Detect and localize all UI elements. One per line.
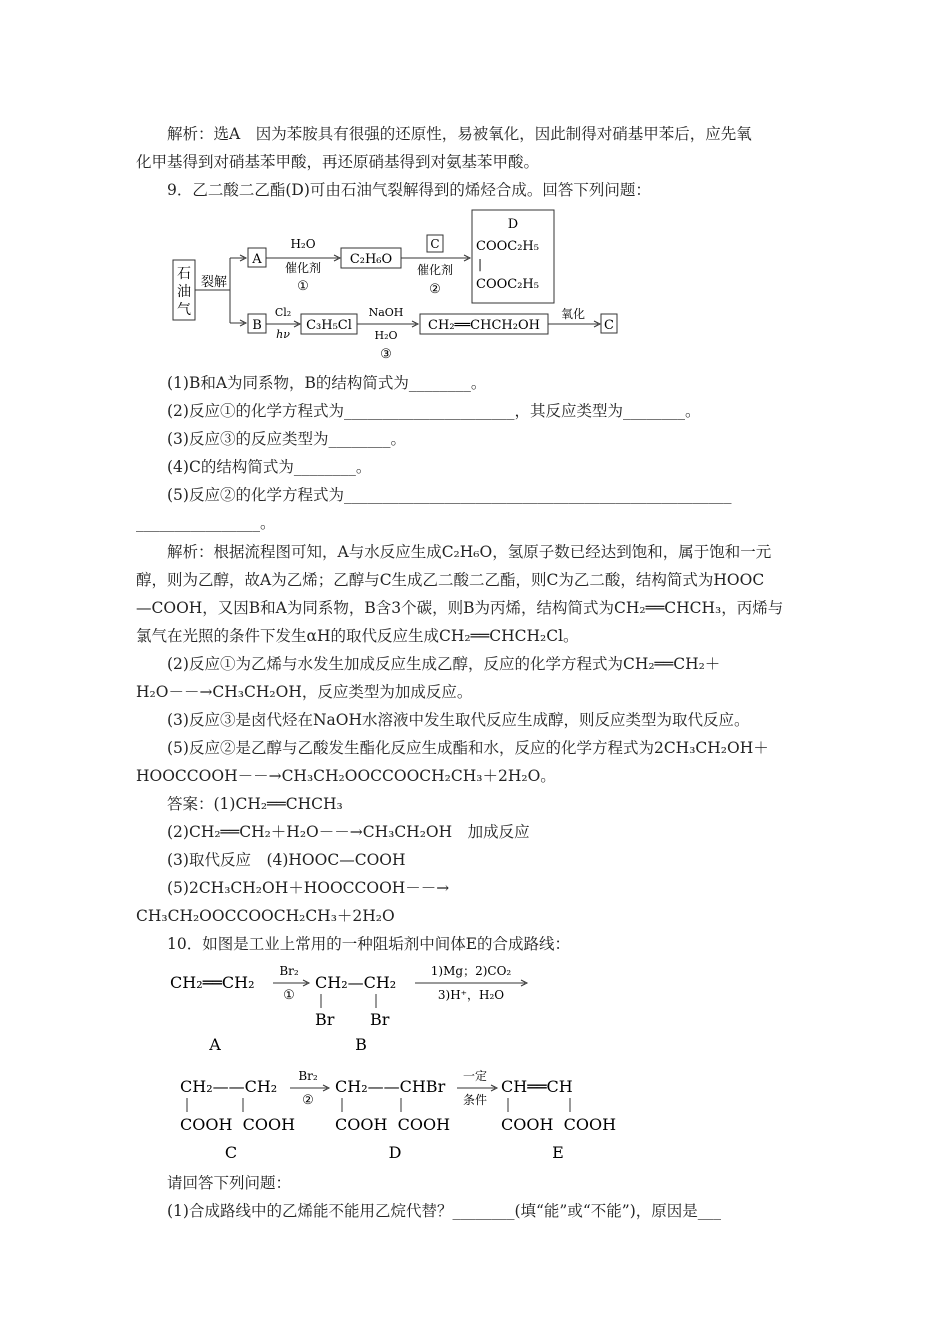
synthesis-flowchart-1 xyxy=(170,208,630,368)
q9-part-5-cont: ________________。 xyxy=(136,514,276,532)
node-d-bottom: COOC₂H₅ xyxy=(476,277,539,292)
node-d-bond: | xyxy=(478,257,483,271)
compound-b-br2: Br xyxy=(370,1010,390,1029)
answer-line-5: CH₃CH₂OOCCOOCH₂CH₃＋2H₂O xyxy=(136,907,395,925)
start-char-1: 石 xyxy=(177,266,191,282)
q9-part-4: (4)C的结构简式为________。 xyxy=(167,458,372,476)
analysis9-line-9: HOOCCOOH－－→CH₃CH₂OOCCOOCH₂CH₃＋2H₂O。 xyxy=(136,767,556,785)
step-2-marker: ② xyxy=(429,282,441,297)
reagent-cl2: Cl₂ xyxy=(274,306,292,319)
synthesis-route-10 xyxy=(165,958,645,1168)
reagent-hv: hν xyxy=(276,328,290,341)
ask-title: 请回答下列问题： xyxy=(167,1174,292,1192)
q9-part-5: (5)反应②的化学方程式为__________________________________________________ xyxy=(167,486,732,504)
step-2-marker-b: ② xyxy=(302,1093,314,1108)
analysis9-line-3: —COOH，又因B和A为同系物，B含3个碳，则B为丙烯，结构简式为CH₂══CHCH₃，丙烯与 xyxy=(136,599,784,617)
analysis9-line-5: (2)反应①为乙烯与水发生加成反应生成乙醇，反应的化学方程式为CH₂══CH₂＋ xyxy=(167,655,721,673)
condition-certain-bottom: 条件 xyxy=(462,1093,488,1107)
node-d-label: D xyxy=(507,217,519,232)
start-char-3: 气 xyxy=(177,302,191,318)
reagent-naoh: NaOH xyxy=(368,306,404,319)
compound-d-top: CH₂——CHBr xyxy=(335,1077,446,1096)
analysis9-line-8: (5)反应②是乙醇与乙酸发生酯化反应生成酯和水，反应的化学方程式为2CH₃CH₂OH＋ xyxy=(167,739,769,757)
answer-line-3: (3)取代反应 (4)HOOC—COOH xyxy=(167,851,406,869)
conditions-top: 1)Mg；2)CO₂ xyxy=(430,964,512,978)
label-d: D xyxy=(388,1143,402,1162)
compound-b-top: CH₂—CH₂ xyxy=(315,973,397,992)
question-9-title: 9．乙二酸二乙酯(D)可由石油气裂解得到的烯烃合成。回答下列问题： xyxy=(167,181,651,199)
compound-a: CH₂══CH₂ xyxy=(170,973,255,992)
compound-c-top: CH₂——CH₂ xyxy=(180,1077,278,1096)
analysis-line-1: 解析：选A 因为苯胺具有很强的还原性，易被氧化，因此制得对硝基甲苯后，应先氧 xyxy=(167,125,752,143)
label-c: C xyxy=(224,1143,238,1162)
compound-b-br1: Br xyxy=(315,1010,335,1029)
question-10-title: 10．如图是工业上常用的一种阻垢剂中间体E的合成路线： xyxy=(167,935,571,953)
node-d-top: COOC₂H₅ xyxy=(476,239,539,254)
conditions-bottom: 3)H⁺，H₂O xyxy=(437,988,505,1002)
q9-part-3: (3)反应③的反应类型为________。 xyxy=(167,430,406,448)
node-a: A xyxy=(252,252,262,267)
reagent-br2-1: Br₂ xyxy=(279,964,299,978)
step-1-marker-b: ① xyxy=(283,988,295,1003)
answer-line-4: (5)2CH₃CH₂OH＋HOOCCOOH－－→ xyxy=(167,879,450,897)
label-b: B xyxy=(355,1035,367,1054)
ask-part-1: (1)合成路线中的乙烯能不能用乙烷代替？________(填“能”或“不能”)，原因是___ xyxy=(167,1202,721,1220)
condition-certain-top: 一定 xyxy=(462,1069,488,1083)
analysis-line-2: 化甲基得到对硝基苯甲酸，再还原硝基得到对氨基苯甲酸。 xyxy=(136,153,540,171)
compound-c-cooh: COOH COOH xyxy=(180,1115,296,1134)
answer-line-2: (2)CH₂══CH₂＋H₂O－－→CH₃CH₂OH 加成反应 xyxy=(167,823,530,841)
answer-line-1: 答案：(1)CH₂══CHCH₃ xyxy=(167,795,343,813)
step-1-marker: ① xyxy=(297,279,309,294)
analysis9-line-2: 醇，则为乙醇，故A为乙烯；乙醇与C生成乙二酸二乙酯，则C为乙二酸，结构简式为HOOC xyxy=(136,571,765,589)
step-3-marker: ③ xyxy=(380,347,392,362)
compound-e-top: CH══CH xyxy=(501,1077,573,1096)
node-c-end: C xyxy=(604,318,614,333)
node-c3h5cl: C₃H₅Cl xyxy=(306,318,352,333)
reagent-h2o-b: H₂O xyxy=(374,329,398,342)
reagent-br2-2: Br₂ xyxy=(298,1069,318,1083)
reagent-c: C xyxy=(430,237,440,251)
analysis9-line-7: (3)反应③是卤代烃在NaOH水溶液中发生取代反应生成醇，则反应类型为取代反应。 xyxy=(167,711,750,729)
analysis9-line-4: 氯气在光照的条件下发生αH的取代反应生成CH₂══CHCH₂Cl。 xyxy=(136,627,579,645)
q9-part-2: (2)反应①的化学方程式为______________________，其反应类型为________。 xyxy=(167,402,701,420)
analysis9-line-1: 解析：根据流程图可知，A与水反应生成C₂H₆O，氢原子数已经达到饱和，属于饱和一元 xyxy=(167,543,772,561)
catalyst-2: 催化剂 xyxy=(416,263,454,277)
label-a: A xyxy=(209,1035,221,1054)
compound-e-cooh: COOH COOH xyxy=(501,1115,617,1134)
catalyst-1: 催化剂 xyxy=(284,261,322,275)
compound-d-cooh: COOH COOH xyxy=(335,1115,451,1134)
analysis9-line-6: H₂O－－→CH₃CH₂OH，反应类型为加成反应。 xyxy=(136,683,473,701)
node-b: B xyxy=(252,318,262,333)
crack-label: 裂解 xyxy=(200,275,228,290)
node-allyl-alcohol: CH₂══CHCH₂OH xyxy=(428,318,540,333)
q9-part-1: (1)B和A为同系物，B的结构简式为________。 xyxy=(167,374,487,392)
reagent-h2o: H₂O xyxy=(290,237,316,251)
node-ethanol: C₂H₆O xyxy=(349,252,393,267)
label-e: E xyxy=(552,1143,564,1162)
oxidation-label: 氧化 xyxy=(560,307,586,321)
start-char-2: 油 xyxy=(177,284,191,300)
